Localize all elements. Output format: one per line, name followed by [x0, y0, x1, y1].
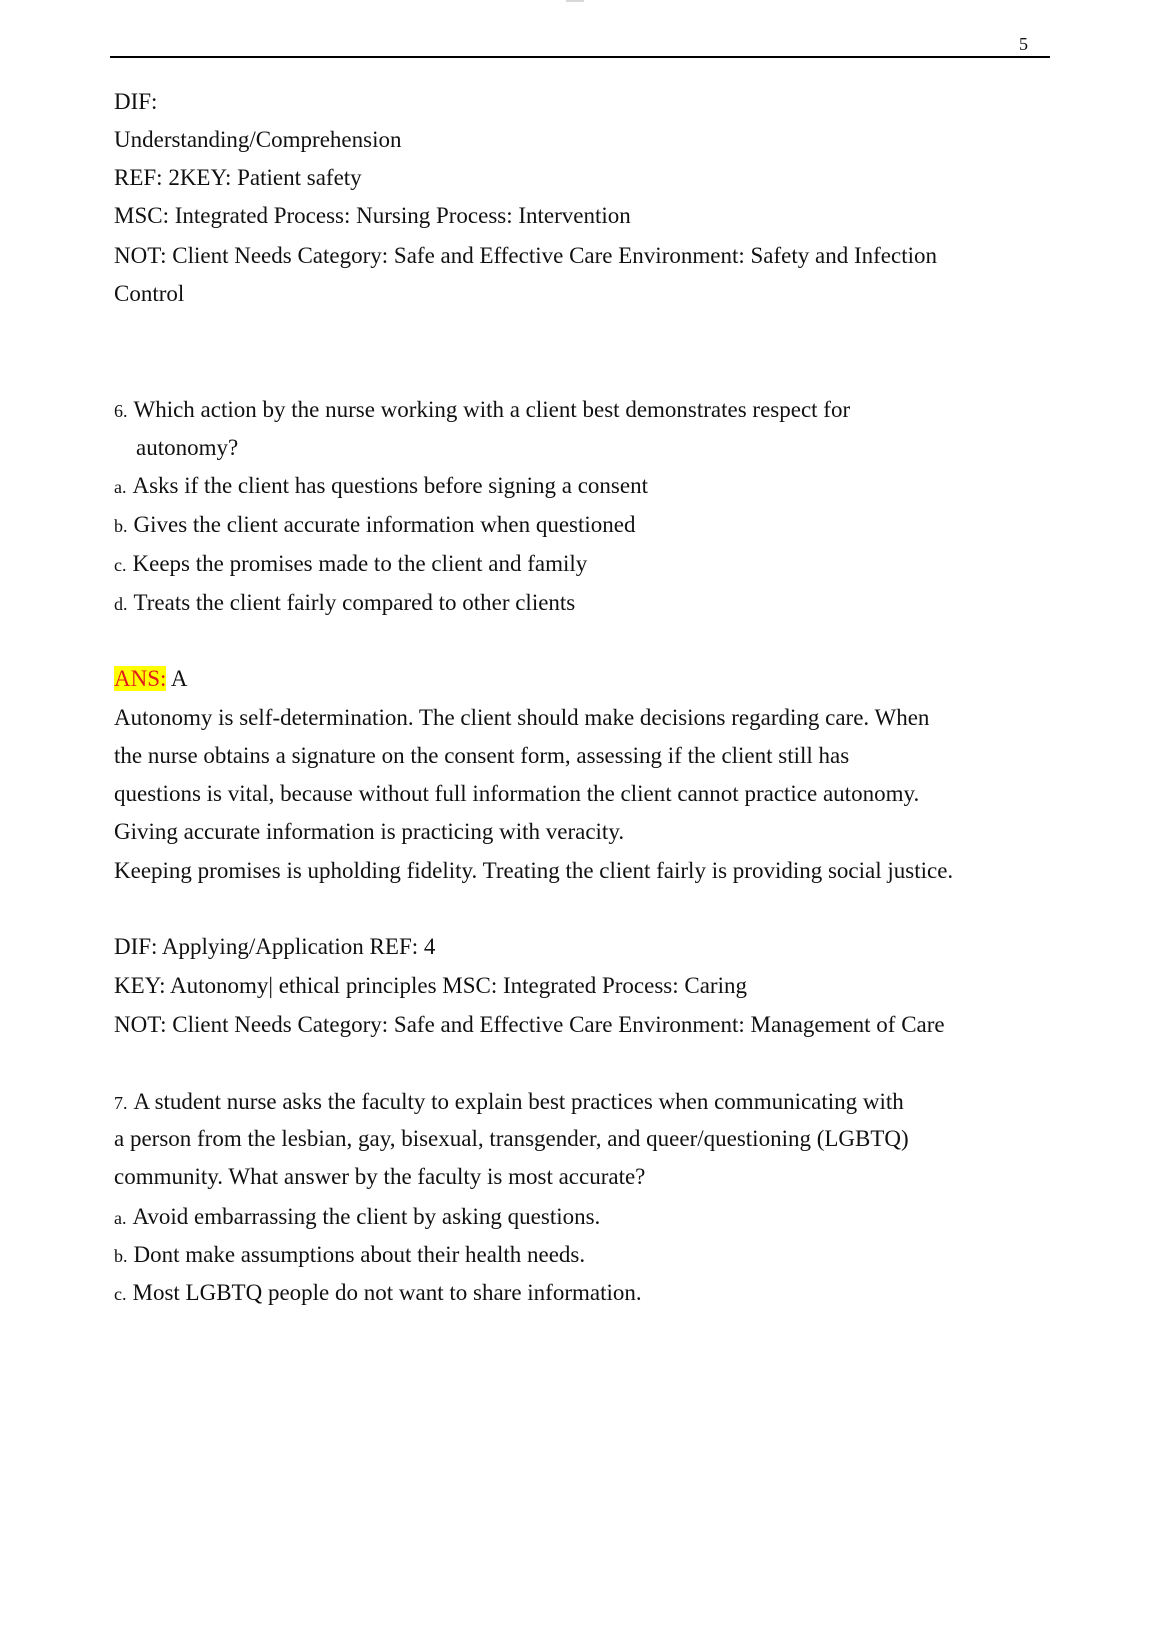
page-header: [110, 36, 1050, 58]
option-text: Gives the client accurate information when questioned: [133, 512, 636, 537]
option-letter: c.: [114, 555, 127, 575]
option-letter: d.: [114, 594, 128, 614]
option-c: [114, 1277, 642, 1310]
question-text: A student nurse asks the faculty to explain best practices when communicating with: [133, 1089, 904, 1114]
top-edge-mark: [566, 0, 584, 2]
not-line: NOT: Client Needs Category: Safe and Effective Care Environment: Safety and Infection: [114, 243, 937, 268]
question-number: 6.: [114, 401, 128, 421]
rationale-line-5: Keeping promises is upholding fidelity. Treating the client fairly is providing social justice.: [114, 858, 954, 883]
question-6-stem: [114, 394, 850, 427]
ref-key-line: REF: 2KEY: Patient safety: [114, 165, 362, 190]
option-a: [114, 1201, 600, 1234]
option-letter: a.: [114, 1208, 127, 1228]
option-b: [114, 509, 636, 542]
option-text: Treats the client fairly compared to other clients: [133, 590, 576, 615]
question-6-stem-continued: autonomy?: [136, 435, 239, 460]
question-number: 7.: [114, 1093, 128, 1113]
dif-value: Understanding/Comprehension: [114, 127, 402, 152]
msc-line: MSC: Integrated Process: Nursing Process: Intervention: [114, 203, 631, 228]
option-d: [114, 587, 575, 620]
option-a: [114, 470, 648, 503]
question-7-stem: [114, 1086, 904, 1119]
option-c: [114, 548, 587, 581]
question-text: Which action by the nurse working with a client best demonstrates respect for: [133, 397, 851, 422]
dif-ref-line: DIF: Applying/Application REF: 4: [114, 934, 436, 959]
answer-line: [114, 663, 188, 695]
option-letter: a.: [114, 477, 127, 497]
question-7-stem-continued-2: community. What answer by the faculty is most accurate?: [114, 1164, 646, 1189]
option-text: Asks if the client has questions before signing a consent: [132, 473, 648, 498]
option-text: Keeps the promises made to the client and family: [132, 551, 588, 576]
answer-value: A: [170, 666, 188, 691]
rationale-line-1: Autonomy is self-determination. The client should make decisions regarding care. When: [114, 705, 930, 730]
rationale-line-4: Giving accurate information is practicing with veracity.: [114, 819, 625, 844]
option-b: [114, 1239, 585, 1272]
key-msc-line: KEY: Autonomy| ethical principles MSC: Integrated Process: Caring: [114, 973, 747, 998]
question-7-stem-continued: a person from the lesbian, gay, bisexual, transgender, and queer/questioning (LGBTQ): [114, 1126, 909, 1151]
not-line-continued: Control: [114, 281, 185, 306]
option-letter: c.: [114, 1284, 127, 1304]
option-text: Avoid embarrassing the client by asking questions.: [132, 1204, 601, 1229]
rationale-line-3: questions is vital, because without full information the client cannot practice autonomy.: [114, 781, 920, 806]
not-line-q6: NOT: Client Needs Category: Safe and Effective Care Environment: Management of Care: [114, 1012, 945, 1037]
option-letter: b.: [114, 516, 128, 536]
dif-label: DIF:: [114, 89, 158, 114]
option-text: Dont make assumptions about their health needs.: [133, 1242, 586, 1267]
rationale-line-2: the nurse obtains a signature on the consent form, assessing if the client still has: [114, 743, 850, 768]
page-number: 5: [1019, 34, 1028, 54]
option-text: Most LGBTQ people do not want to share information.: [132, 1280, 642, 1305]
answer-label-highlight: ANS:: [114, 666, 167, 691]
option-letter: b.: [114, 1246, 128, 1266]
